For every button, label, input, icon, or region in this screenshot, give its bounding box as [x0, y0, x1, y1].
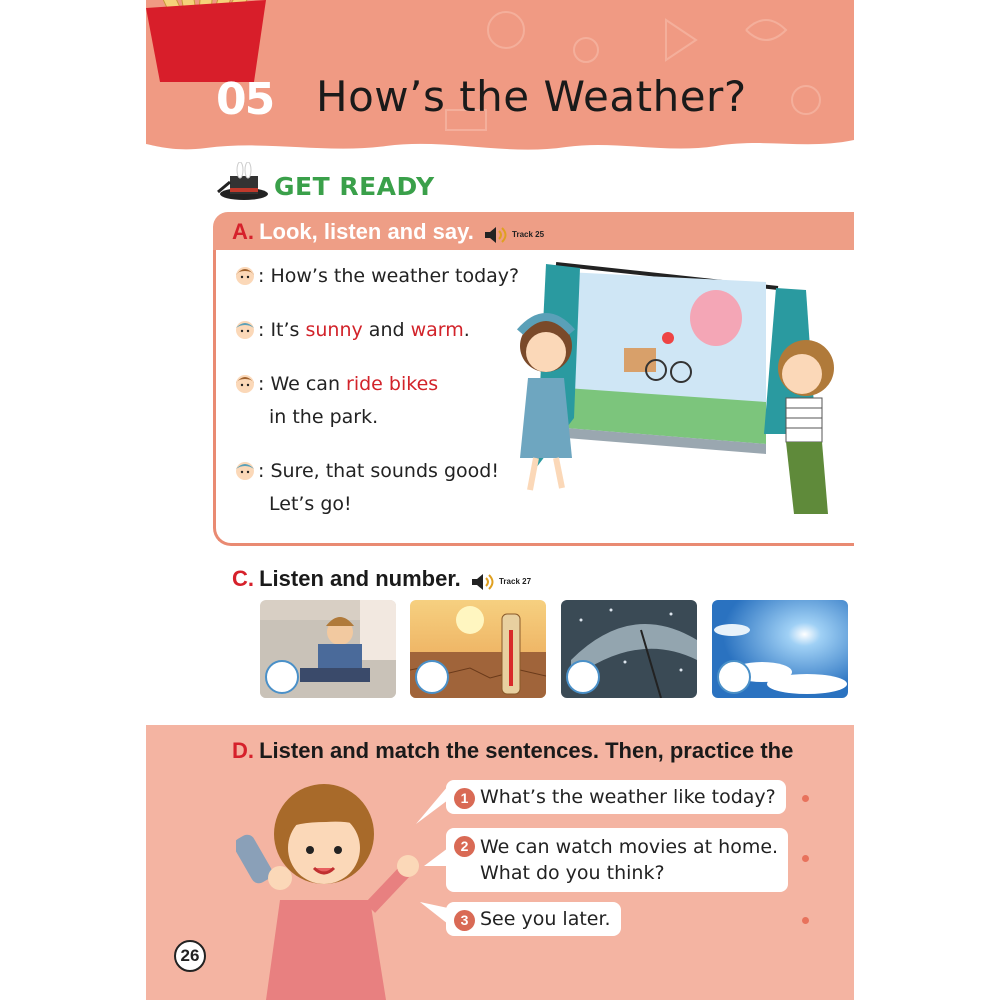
girl-face-icon [234, 372, 256, 394]
boy-reading-photo [260, 600, 396, 698]
answer-circle[interactable] [415, 660, 449, 694]
textbook-page [146, 0, 854, 1000]
highlight-word: warm [410, 319, 464, 341]
bubble-pointers [416, 770, 456, 950]
rain-umbrella-photo [561, 600, 697, 698]
sentence-bubble-3 [446, 902, 621, 936]
section-d-instruction: Listen and match the sentences. Then, practice the [259, 738, 794, 763]
dialogue-text: We can [270, 373, 347, 395]
section-d-title [232, 738, 793, 764]
magic-hat-icon [216, 162, 272, 202]
match-dot[interactable] [802, 795, 809, 802]
dialogue-line-4b: Let’s go! [269, 493, 352, 515]
dialogue-line-2: : It’s sunny and warm. [234, 318, 470, 341]
answer-circle[interactable] [566, 660, 600, 694]
dialogue-line-4: : Sure, that sounds good! [234, 459, 499, 482]
speaker-icon[interactable] [470, 573, 494, 591]
section-a-instruction: Look, listen and say. [259, 219, 474, 244]
hot-desert-thermometer-photo [410, 600, 546, 698]
section-d-letter: D. [232, 738, 254, 763]
girl-face-icon [234, 264, 256, 286]
sentence-bubble-2 [446, 828, 788, 892]
track-label: Track 27 [498, 577, 532, 586]
sunny-sky-photo [712, 600, 848, 698]
section-c-title [232, 566, 531, 592]
highlight-word: sunny [305, 319, 363, 341]
lesson-title: How’s the Weather? [316, 72, 747, 121]
page-number: 26 [174, 940, 206, 972]
dialogue-text: Sure, that sounds good! [270, 460, 499, 482]
section-c-instruction: Listen and number. [259, 566, 461, 591]
track-label: Track 25 [512, 230, 545, 239]
boy-face-icon [234, 459, 256, 481]
fries-icon [146, 0, 266, 82]
boy-face-icon [234, 318, 256, 340]
dialogue-line-3b: in the park. [269, 406, 379, 428]
get-ready-label: GET READY [274, 172, 435, 201]
girl-on-phone-illustration [236, 770, 436, 1000]
match-dot[interactable] [802, 855, 809, 862]
number-badge: 2 [454, 836, 475, 857]
dialogue-text: and [362, 319, 411, 341]
dialogue-line-3: : We can ride bikes [234, 372, 438, 395]
highlight-word: ride bikes [346, 373, 439, 395]
section-c-letter: C. [232, 566, 254, 591]
window-scene-illustration [506, 258, 854, 538]
sentence-text: What do you think? [480, 862, 665, 884]
answer-circle[interactable] [265, 660, 299, 694]
section-a-letter: A. [232, 219, 254, 244]
dialogue-text: It’s [270, 319, 306, 341]
header-banner [146, 0, 854, 160]
sentence-text: What’s the weather like today? [480, 786, 776, 808]
answer-circle[interactable] [717, 660, 751, 694]
speaker-icon[interactable] [483, 226, 507, 244]
number-badge: 3 [454, 910, 475, 931]
dialogue-text: How’s the weather today? [270, 265, 520, 287]
sentence-bubble-1 [446, 780, 786, 814]
unit-number: 05 [216, 74, 274, 125]
dialogue-line-1: : How’s the weather today? [234, 264, 519, 287]
sentence-text: See you later. [480, 908, 611, 930]
number-badge: 1 [454, 788, 475, 809]
sentence-text: We can watch movies at home. [480, 836, 779, 858]
match-dot[interactable] [802, 917, 809, 924]
section-a-title [232, 219, 544, 245]
dialogue-text: . [463, 319, 470, 341]
